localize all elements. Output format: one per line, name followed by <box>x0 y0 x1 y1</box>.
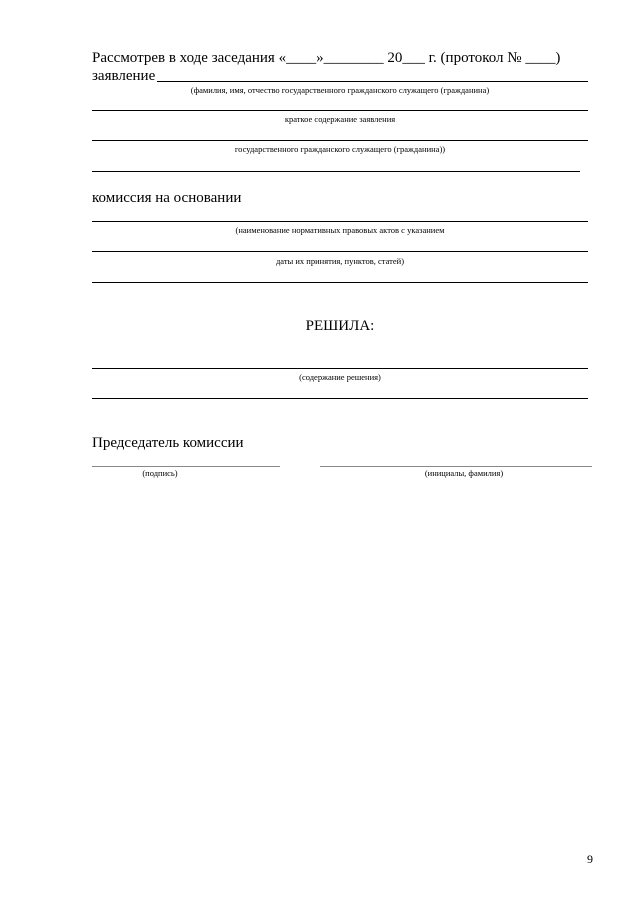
caption-legal-acts-details: даты их принятия, пунктов, статей) <box>275 256 405 266</box>
caption-initials: (инициалы, фамилия) <box>424 468 504 478</box>
statement-label: заявление <box>92 68 156 84</box>
chairman-label: Председатель комиссии <box>92 435 244 451</box>
caption-legal-acts: (наименование нормативных правовых актов с указанием <box>235 225 445 235</box>
decision-heading: РЕШИЛА: <box>305 318 375 334</box>
intro-line: Рассмотрев в ходе заседания «____»________ 20___ г. (протокол № ____) <box>92 50 561 66</box>
decision-fill-line-2[interactable] <box>92 398 588 399</box>
signature-fill-line[interactable] <box>92 466 280 467</box>
commission-basis-label: комиссия на основании <box>92 190 242 206</box>
statement-fill-line[interactable] <box>157 81 588 82</box>
initials-fill-line[interactable] <box>320 466 592 467</box>
extra-fill-line[interactable] <box>92 171 580 172</box>
caption-decision: (содержание решения) <box>299 372 381 382</box>
page-number: 9 <box>587 852 593 866</box>
caption-applicant-name: (фамилия, имя, отчество государственного гражданского служащего (гражданина) <box>190 85 490 95</box>
basis-fill-line-3[interactable] <box>92 282 588 283</box>
decision-fill-line[interactable] <box>92 368 588 369</box>
caption-summary: краткое содержание заявления <box>284 114 396 124</box>
summary-fill-line[interactable] <box>92 110 588 111</box>
caption-servant: государственного гражданского служащего (гражданина)) <box>234 144 446 154</box>
basis-fill-line[interactable] <box>92 221 588 222</box>
basis-fill-line-2[interactable] <box>92 251 588 252</box>
caption-signature: (подпись) <box>142 468 178 478</box>
servant-fill-line[interactable] <box>92 140 588 141</box>
